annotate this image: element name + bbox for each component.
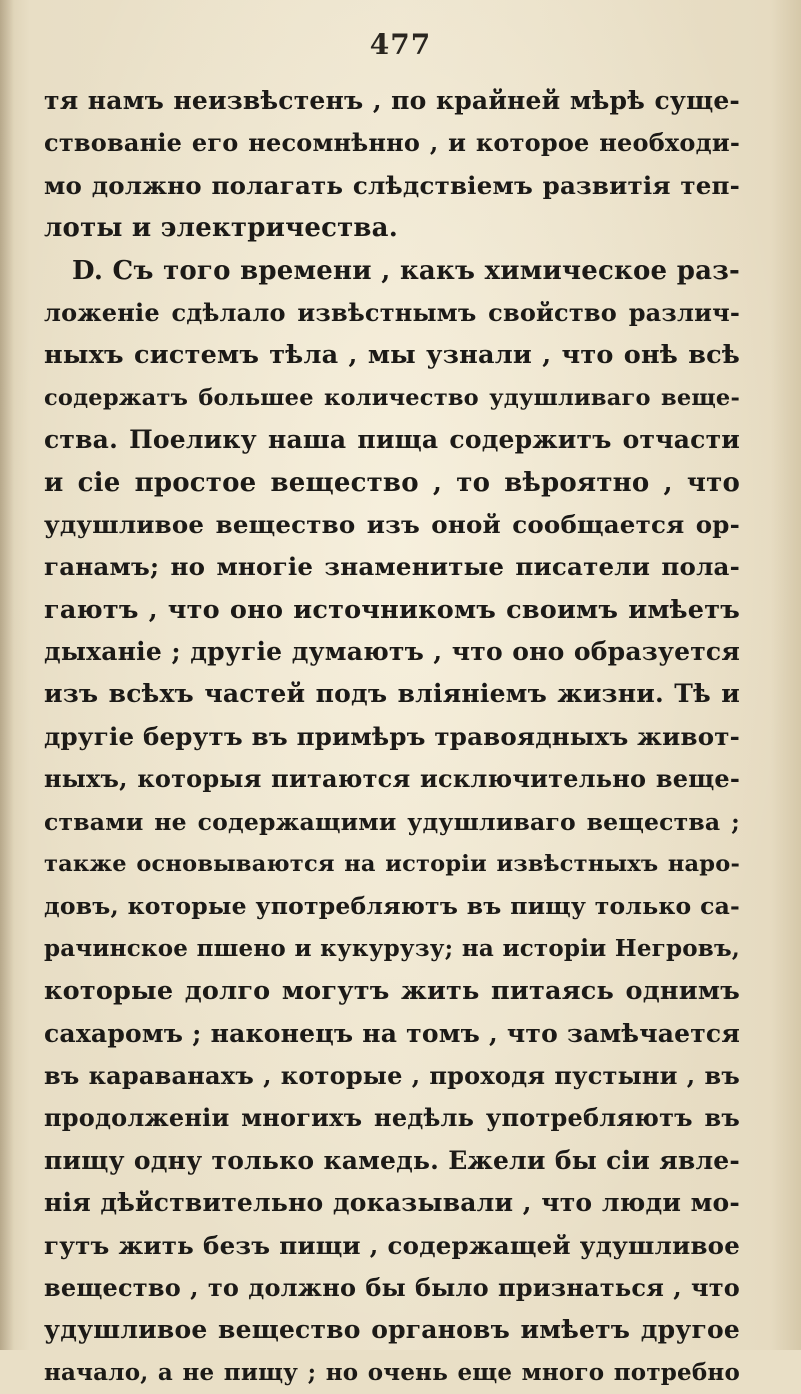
text-line: тя намъ неизвѣстенъ , по крайней мѣрѣ суще-	[44, 86, 740, 115]
text-line: другіе берутъ въ примѣръ травоядныхъ живот-	[44, 721, 740, 751]
text-line: и сіе простое вещество , то вѣроятно , что	[44, 467, 740, 498]
text-line: рачинское пшено и кукурузу; на исторіи Негровъ,	[44, 934, 740, 962]
text-line: мо должно полагать слѣдствіемъ развитія теп-	[44, 170, 740, 200]
page-number: 477	[369, 28, 432, 61]
text-line: продолженіи многихъ недѣль употребляютъ въ	[44, 1103, 740, 1133]
text-line: удушливое вещество изъ оной сообщается ор-	[44, 509, 740, 539]
text-line: ложеніе сдѣлало извѣстнымъ свойство различ-	[44, 297, 740, 327]
text-line: гутъ жить безъ пищи , содержащей удушливое	[44, 1230, 740, 1260]
text-line: ныхъ, которыя питаются исключительно веще-	[44, 764, 740, 794]
text-line: начало, а не пищу ; но очень еще много потребно	[44, 1358, 740, 1386]
text-line: которые долго могутъ жить питаясь однимъ	[44, 976, 740, 1007]
text-line: довъ, которые употребляютъ въ пищу только са-	[44, 892, 740, 921]
text-line: также основываются на исторіи извѣстныхъ наро-	[44, 851, 740, 878]
text-line: сахаромъ ; наконецъ на томъ , что замѣчается	[44, 1018, 740, 1048]
text-line: удушливое вещество органовъ имѣетъ другое	[44, 1315, 740, 1345]
text-line: дыханіе ; другіе думаютъ , что оно образуется	[44, 637, 740, 667]
text-line: вещество , то должно бы было признаться , что	[44, 1272, 740, 1302]
text-line: ствами не содержащими удушливаго вещества ;	[44, 807, 740, 836]
text-line: лоты и электричества.	[44, 213, 398, 244]
text-line: ствованіе его несомнѣнно , и которое необходи-	[44, 128, 740, 158]
text-line: ныхъ системъ тѣла , мы узнали , что онѣ всѣ	[44, 340, 740, 371]
text-line: гаютъ , что оно источникомъ своимъ имѣетъ	[44, 594, 740, 625]
text-line: изъ всѣхъ частей подъ вліяніемъ жизни. Тѣ и	[44, 679, 740, 709]
body-text	[44, 80, 740, 1394]
text-line: ства. Поелику наша пища содержитъ отчасти	[44, 425, 740, 455]
text-line: ганамъ; но многіе знаменитые писатели пола-	[44, 552, 740, 582]
text-line: пищу одну только камедь. Ежели бы сіи явле-	[44, 1145, 740, 1175]
text-line: въ караванахъ , которые , проходя пустыни , въ	[44, 1060, 740, 1090]
gutter-shadow	[0, 0, 14, 1350]
text-line: содержатъ большее количество удушливаго веще-	[44, 384, 740, 411]
text-line: нія дѣйствительно доказывали , что люди мо-	[44, 1188, 740, 1218]
text-line: D. Съ того времени , какъ химическое раз-	[72, 255, 740, 286]
